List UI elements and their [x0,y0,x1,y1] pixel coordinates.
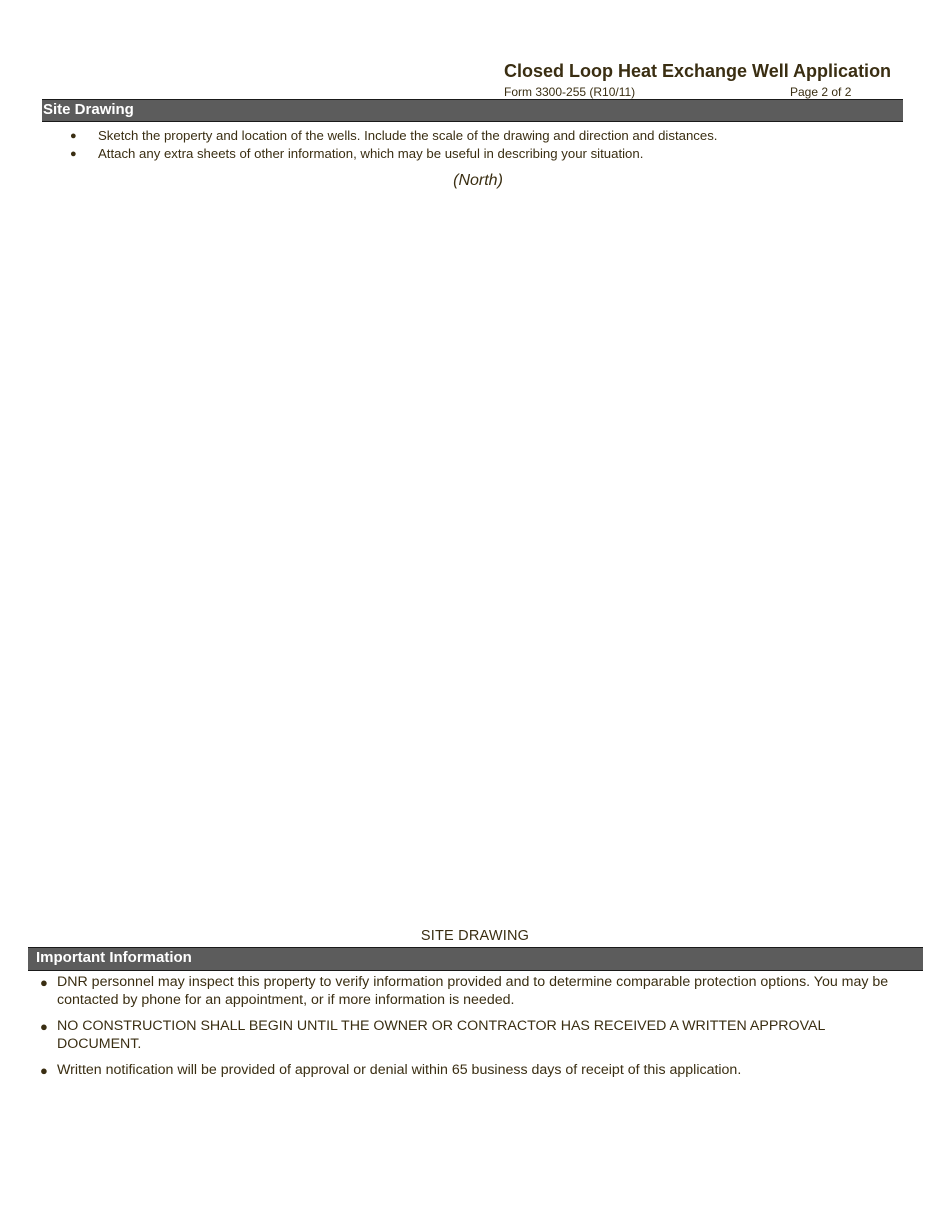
instruction-item [70,127,890,145]
bullet-icon: ● [40,1063,48,1078]
info-text: DNR personnel may inspect this property to verify information provided and to determine comparable protection options. You may be contacted by phone for an appointment, or if more information is needed. [57,974,889,1008]
info-text: Written notification will be provided of approval or denial within 65 business days of receipt of this application. [57,1062,742,1078]
north-direction-label: (North) [453,172,503,189]
bullet-icon: ● [70,148,77,160]
page-indicator: Page 2 of 2 [790,85,852,99]
important-information-section-header: Important Information [28,947,923,971]
document-title: Closed Loop Heat Exchange Well Application [504,61,892,81]
form-number: Form 3300-255 (R10/11) [504,85,636,99]
instruction-item [70,145,890,163]
info-item [40,1062,910,1080]
site-drawing-caption: SITE DRAWING [420,928,530,944]
bullet-icon: ● [40,1019,48,1034]
instruction-text: Attach any extra sheets of other information, which may be useful in describing your situation. [98,146,644,161]
info-item [40,974,910,1009]
info-item [40,1018,910,1053]
instruction-text: Sketch the property and location of the wells. Include the scale of the drawing and direction and distances. [98,128,718,143]
info-text: NO CONSTRUCTION SHALL BEGIN UNTIL THE OWNER OR CONTRACTOR HAS RECEIVED A WRITTEN APPROVAL DOCUMENT. [57,1018,825,1052]
site-drawing-section-header: Site Drawing [42,99,903,122]
important-information-list [40,974,910,1089]
site-drawing-area[interactable] [42,200,903,920]
bullet-icon: ● [40,975,48,990]
bullet-icon: ● [70,130,77,142]
site-drawing-instructions [70,127,890,163]
